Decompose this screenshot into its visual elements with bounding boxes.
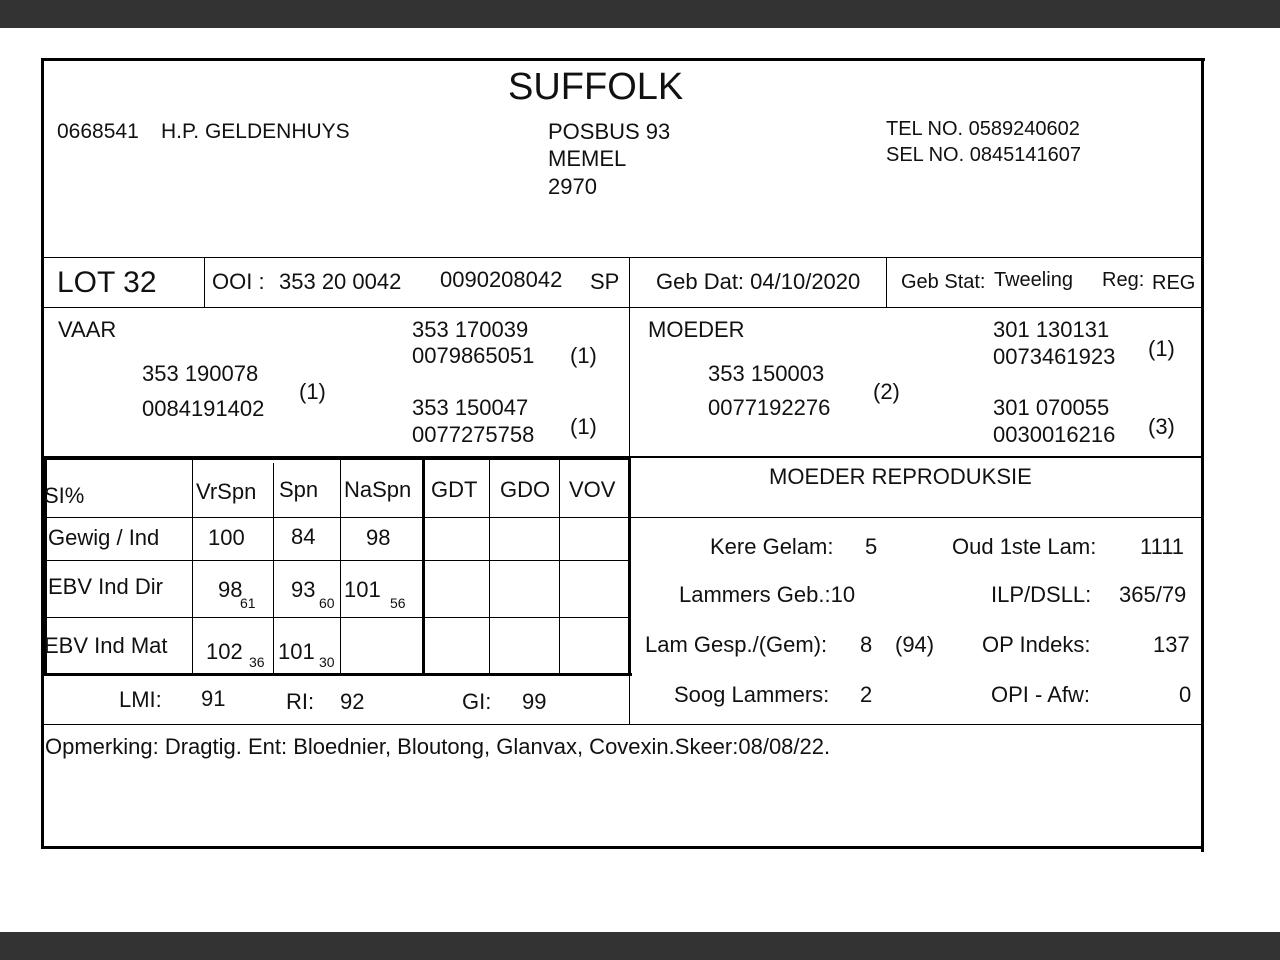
ooi-id: 353 20 0042: [279, 269, 402, 294]
moeder-id: 353 150003: [708, 361, 825, 386]
moeder-sire-id: 301 130131: [993, 317, 1110, 342]
si-cell-dir-spn-acc: 60: [319, 595, 335, 611]
si-header-gdt: GDT: [431, 477, 478, 502]
si-cell-dir-spn: 93: [291, 577, 316, 602]
reg-label: Reg:: [1102, 269, 1145, 291]
vaar-count: (1): [299, 379, 326, 404]
si-row-line-2: [44, 617, 630, 618]
ilp-label: ILP/DSLL:: [991, 582, 1092, 607]
moeder-dam-count: (3): [1148, 414, 1175, 439]
moeder-dam-reg: 0030016216: [993, 422, 1116, 447]
vaar-label: VAAR: [58, 317, 117, 342]
owner-id: 0668541: [57, 120, 139, 143]
lot-divider: [204, 257, 205, 307]
si-cell-dir-vrspn: 98: [218, 577, 243, 602]
opi-value: 0: [1179, 682, 1192, 707]
moeder-sire-count: (1): [1148, 336, 1175, 361]
si-col-4: [422, 458, 425, 675]
si-cell-dir-naspn-acc: 56: [390, 595, 406, 611]
frame-top: [41, 58, 1205, 61]
lam-gesp-label: Lam Gesp./(Gem):: [645, 632, 828, 657]
si-col-1: [192, 458, 193, 675]
ooi-label: OOI :: [212, 269, 265, 294]
lam-gem-value: (94): [895, 632, 935, 657]
si-row-label-ebv-dir: EBV Ind Dir: [48, 574, 163, 599]
vaar-id: 353 190078: [142, 361, 259, 386]
repro-title: MOEDER REPRODUKSIE: [769, 464, 1032, 489]
moeder-sire-reg: 0073461923: [993, 344, 1116, 369]
si-right-border: [628, 458, 631, 675]
vaar-sire-id: 353 170039: [412, 317, 529, 342]
soog-value: 2: [860, 682, 873, 707]
si-header-line: [44, 517, 630, 518]
si-col-2: [273, 463, 274, 675]
moeder-label: MOEDER: [648, 317, 745, 342]
si-cell-gewig-naspn: 98: [366, 525, 391, 550]
sel-number: SEL NO. 0845141607: [886, 144, 1081, 166]
si-cell-dir-vrspn-acc: 61: [240, 595, 256, 611]
moeder-reg: 0077192276: [708, 395, 831, 420]
breed-title: SUFFOLK: [508, 66, 684, 108]
vaar-sire-count: (1): [570, 343, 597, 368]
frame-bottom: [41, 846, 1202, 849]
soog-label: Soog Lammers:: [674, 682, 830, 707]
gi-value: 99: [522, 689, 547, 714]
reg-value: REG: [1152, 272, 1196, 294]
si-corner: SI%: [44, 483, 85, 508]
ooi-code: SP: [590, 269, 620, 294]
op-label: OP Indeks:: [982, 632, 1091, 657]
bottom-bar: [0, 932, 1280, 960]
si-row-label-ebv-mat: EBV Ind Mat: [44, 633, 168, 658]
moeder-count: (2): [873, 379, 900, 404]
si-row-line-1: [44, 560, 630, 561]
lmi-label: LMI:: [119, 687, 162, 712]
birth-status-value: Tweeling: [994, 269, 1073, 291]
vaar-dam-count: (1): [570, 414, 597, 439]
vaar-dam-reg: 0077275758: [412, 422, 535, 447]
si-cell-mat-vrspn: 102: [206, 639, 243, 664]
si-header-gdo: GDO: [500, 477, 551, 502]
si-cell-mat-spn: 101: [278, 639, 315, 664]
si-cell-gewig-vrspn: 100: [208, 525, 245, 550]
vaar-sire-reg: 0079865051: [412, 343, 535, 368]
ilp-value: 365/79: [1119, 582, 1187, 607]
si-header-naspn: NaSpn: [344, 477, 412, 502]
si-cell-gewig-spn: 84: [291, 524, 316, 549]
si-col-6: [559, 458, 560, 675]
si-row-label-gewig: Gewig / Ind: [48, 525, 160, 550]
birth-status-label: Geb Stat:: [901, 271, 986, 293]
lot-label: LOT 32: [57, 266, 157, 299]
si-cell-mat-vrspn-acc: 36: [249, 654, 265, 670]
kere-gelam-value: 5: [865, 534, 878, 559]
si-top-border: [44, 457, 630, 460]
owner-name: H.P. GELDENHUYS: [161, 120, 350, 143]
si-header-vov: VOV: [569, 477, 616, 502]
divider-remark: [44, 724, 1202, 725]
si-col-5: [489, 458, 490, 675]
address-line-1: POSBUS 93: [548, 119, 671, 144]
frame-left: [41, 58, 44, 849]
tel-number: TEL NO. 0589240602: [886, 118, 1080, 140]
ri-value: 92: [340, 689, 365, 714]
si-cell-mat-spn-acc: 30: [319, 654, 335, 670]
gi-label: GI:: [462, 689, 492, 714]
oud-value: 1111: [1140, 534, 1185, 559]
vaar-dam-id: 353 150047: [412, 395, 529, 420]
top-bar: [0, 0, 1280, 28]
address-line-2: MEMEL: [548, 146, 627, 171]
si-header-vrspn: VrSpn: [196, 479, 257, 504]
si-cell-dir-naspn: 101: [344, 577, 381, 602]
ri-label: RI:: [286, 689, 315, 714]
birth-date: Geb Dat: 04/10/2020: [656, 269, 861, 294]
ooi-reg: 0090208042: [440, 267, 563, 292]
op-value: 137: [1153, 632, 1190, 657]
vaar-reg: 0084191402: [142, 396, 265, 421]
lam-gesp-value: 8: [860, 632, 873, 657]
divider-lot: [44, 307, 1202, 308]
divider-header: [44, 257, 1202, 258]
repro-title-line: [630, 517, 1202, 518]
si-header-spn: Spn: [279, 477, 319, 502]
opi-label: OPI - Afw:: [991, 682, 1091, 707]
lmi-value: 91: [201, 686, 226, 711]
lammers-geb: Lammers Geb.:10: [679, 582, 856, 607]
remark-text: Opmerking: Dragtig. Ent: Bloednier, Bloutong, Glanvax, Covexin.Skeer:08/08/22.: [45, 734, 831, 759]
kere-gelam-label: Kere Gelam:: [710, 534, 834, 559]
frame-right: [1201, 58, 1204, 852]
si-bottom-line: [44, 673, 632, 676]
geb-divider: [886, 257, 887, 307]
oud-label: Oud 1ste Lam:: [952, 534, 1097, 559]
si-col-3: [340, 458, 341, 675]
address-line-3: 2970: [548, 174, 597, 199]
moeder-dam-id: 301 070055: [993, 395, 1110, 420]
